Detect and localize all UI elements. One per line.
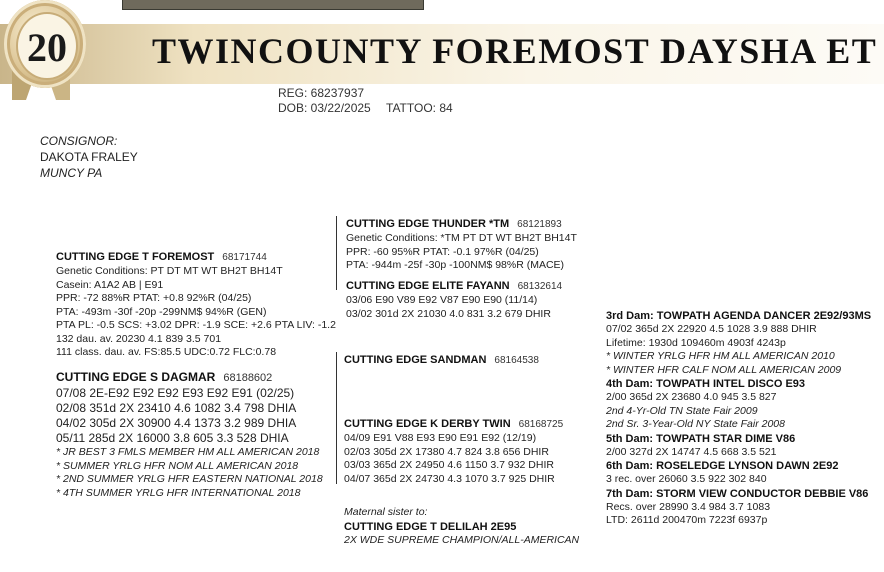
sire-dam-line: 03/02 301d 2X 21030 4.0 831 3.2 679 DHIR	[346, 307, 551, 320]
animal-photo	[122, 0, 424, 10]
dam-dam-line: 03/03 365d 2X 24950 4.6 1150 3.7 932 DHIR	[344, 459, 554, 471]
maternal-sister	[344, 506, 579, 547]
birth-date: DOB: 03/22/2025	[278, 101, 371, 115]
maternal-sister-name: CUTTING EDGE T DELILAH 2E95	[344, 520, 517, 533]
sire-sire-line: Genetic Conditions: *TM PT DT WT BH2T BH14T	[346, 232, 577, 244]
dam3-line: 07/02 365d 2X 22920 4.5 1028 3.9 888 DHIR	[606, 323, 817, 335]
dam-record: 02/08 351d 2X 23410 4.6 1082 3.4 798 DHIA	[56, 401, 297, 415]
dam-honor: * 2ND SUMMER YRLG HFR EASTERN NATIONAL 2018	[56, 473, 323, 485]
dam3-line: Lifetime: 1930d 109460m 4903f 4243p	[606, 336, 786, 349]
dam-record: 04/02 305d 2X 30900 4.4 1373 3.2 989 DHIA	[56, 416, 297, 430]
pedigree-line-dam	[336, 352, 337, 484]
sire-sire-name: CUTTING EDGE THUNDER *TM	[346, 218, 510, 230]
dam4-line: 2/00 365d 2X 23680 4.0 945 3.5 827	[606, 391, 777, 403]
dam5-label: 5th Dam: TOWPATH STAR DIME V86	[606, 432, 796, 445]
animal-name-title: TWINCOUNTY FOREMOST DAYSHA ET	[152, 31, 878, 71]
sire-dam	[346, 276, 562, 321]
dam-reg: 68188602	[223, 372, 273, 384]
dam-record: 05/11 285d 2X 16000 3.8 605 3.3 528 DHIA	[56, 431, 289, 445]
consignor-label: CONSIGNOR:	[40, 134, 118, 148]
sire-reg: 68171744	[222, 252, 267, 263]
dam-sire-name: CUTTING EDGE SANDMAN	[344, 354, 487, 366]
dam3-honor: * WINTER HFR CALF NOM ALL AMERICAN 2009	[606, 363, 842, 376]
sire-dam-name: CUTTING EDGE ELITE FAYANN	[346, 280, 510, 292]
dam-dam-name: CUTTING EDGE K DERBY TWIN	[344, 418, 511, 430]
dam6-line: 3 rec. over 26060 3.5 922 302 840	[606, 473, 767, 485]
dam4-label: 4th Dam: TOWPATH INTEL DISCO E93	[606, 378, 806, 390]
dam-sire	[344, 350, 539, 368]
dam3-honor: * WINTER YRLG HFR HM ALL AMERICAN 2010	[606, 350, 835, 362]
sire-line: Genetic Conditions: PT DT MT WT BH2T BH14T	[56, 265, 283, 277]
dam4-honor: 2nd 4-Yr-Old TN State Fair 2009	[606, 404, 758, 417]
dam7-label: 7th Dam: STORM VIEW CONDUCTOR DEBBIE V86	[606, 487, 869, 500]
dam5-line: 2/00 327d 2X 14747 4.5 668 3.5 521	[606, 445, 777, 458]
dam-dam	[344, 414, 563, 486]
dam-record: 07/08 2E-E92 E92 E92 E93 E92 E91 (02/25)	[56, 386, 295, 400]
lot-number: 20	[27, 25, 67, 70]
dam7-line: LTD: 2611d 200470m 7223f 6937p	[606, 514, 768, 526]
sire-dam-reg: 68132614	[517, 281, 563, 292]
tattoo: TATTOO: 84	[386, 101, 453, 115]
sire-dam-line: 03/06 E90 V89 E92 V87 E90 E90 (11/14)	[346, 294, 538, 306]
sire-line: PPR: -72 88%R PTAT: +0.8 92%R (04/25)	[56, 292, 252, 304]
dam-name: CUTTING EDGE S DAGMAR	[56, 370, 216, 384]
sire-line: PTA PL: -0.5 SCS: +3.02 DPR: -1.9 SCE: +2.6 PTA LIV: -1.2	[56, 319, 336, 331]
dam-honor: * JR BEST 3 FMLS MEMBER HM ALL AMERICAN 2018	[56, 446, 320, 458]
dam-dam-reg: 68168725	[518, 419, 564, 430]
consignor-location: MUNCY PA	[40, 166, 103, 180]
sire-name: CUTTING EDGE T FOREMOST	[56, 251, 215, 263]
dam-sire-reg: 68164538	[494, 355, 539, 366]
dam4-honor: 2nd Sr. 3-Year-Old NY State Fair 2008	[606, 418, 785, 430]
sire-sire-reg: 68121893	[517, 219, 562, 230]
pedigree-line-sire	[336, 216, 337, 290]
dam	[56, 368, 323, 500]
sire-line: 111 class. dau. av. FS:85.5 UDC:0.72 FLC:0.78	[56, 346, 277, 358]
sire-line: 132 dau. av. 20230 4.1 839 3.5 701	[56, 332, 222, 345]
maternal-sister-label: Maternal sister to:	[344, 506, 428, 518]
sire-line: Casein: A1A2 AB | E91	[56, 278, 164, 291]
dam7-line: Recs. over 28990 3.4 984 3.7 1083	[606, 500, 771, 513]
sire	[56, 247, 336, 360]
extended-pedigree	[606, 309, 871, 528]
sire-sire-line: PTA: -944m -25f -30p -100NM$ 98%R (MACE)	[346, 259, 565, 271]
sire-sire-line: PPR: -60 95%R PTAT: -0.1 97%R (04/25)	[346, 245, 539, 258]
dam-honor: * 4TH SUMMER YRLG HFR INTERNATIONAL 2018	[56, 486, 301, 499]
dam6-label: 6th Dam: ROSELEDGE LYNSON DAWN 2E92	[606, 460, 839, 472]
dam3-label: 3rd Dam: TOWPATH AGENDA DANCER 2E92/93MS	[606, 310, 872, 322]
dam-honor: * SUMMER YRLG HFR NOM ALL AMERICAN 2018	[56, 459, 299, 472]
sire-line: PTA: -493m -30f -20p -299NM$ 94%R (GEN)	[56, 305, 267, 318]
sire-sire	[346, 214, 577, 273]
dam-dam-line: 04/09 E91 V88 E93 E90 E91 E92 (12/19)	[344, 432, 537, 444]
maternal-sister-note: 2X WDE SUPREME CHAMPION/ALL-AMERICAN	[344, 533, 580, 546]
dam-dam-line: 04/07 365d 2X 24730 4.3 1070 3.7 925 DHIR	[344, 472, 555, 485]
registration-number: REG: 68237937	[278, 86, 365, 100]
consignor-name: DAKOTA FRALEY	[40, 150, 138, 164]
dam-dam-line: 02/03 305d 2X 17380 4.7 824 3.8 656 DHIR	[344, 445, 549, 458]
